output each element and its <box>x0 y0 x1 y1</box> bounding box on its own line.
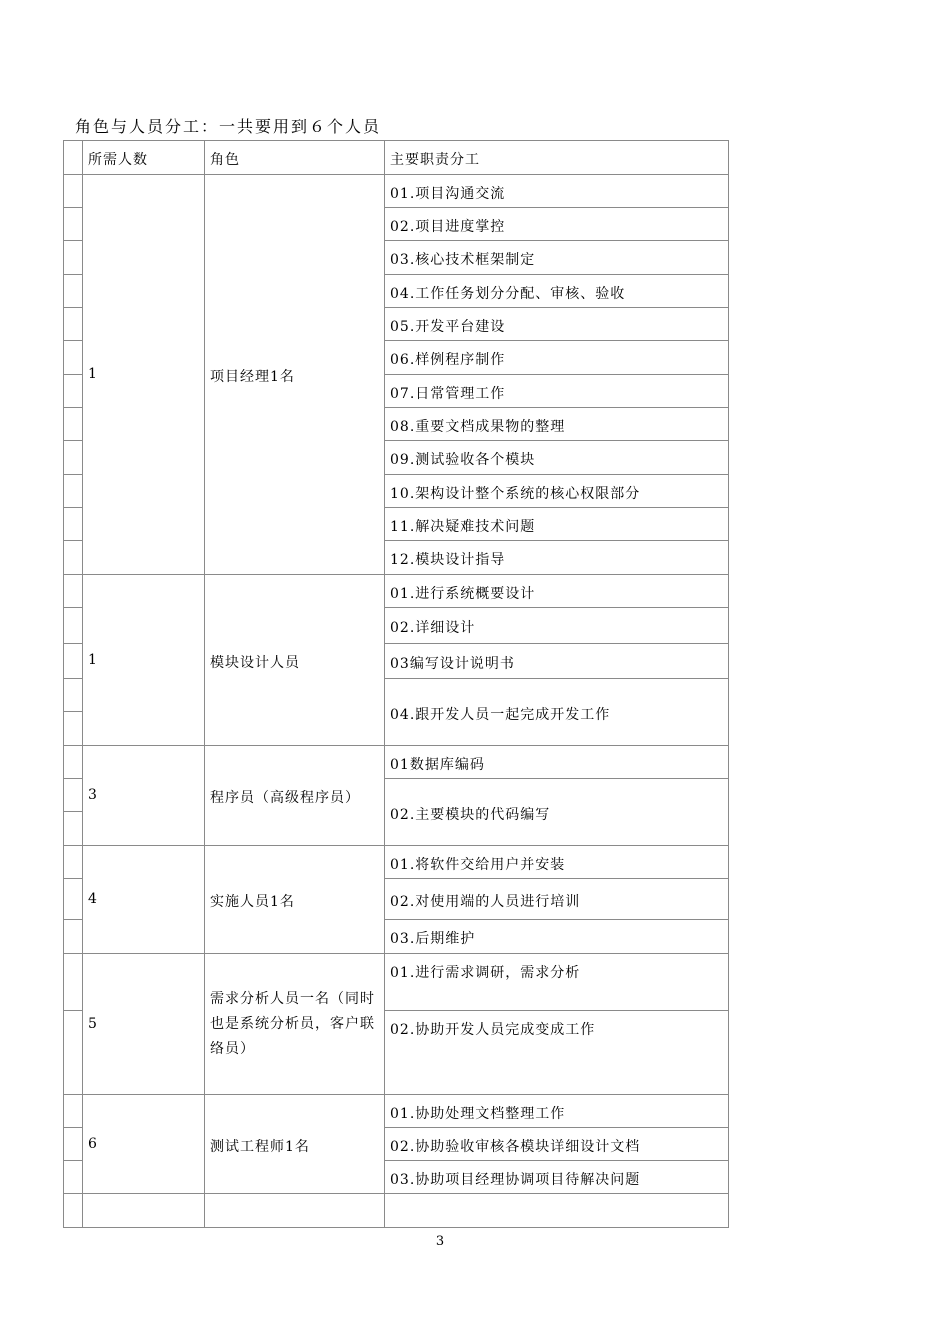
row-strip-cell <box>63 407 83 441</box>
count-cell-text: 1 <box>88 366 98 382</box>
duty-cell <box>384 678 729 746</box>
count-cell <box>82 953 205 1095</box>
duty-cell-text: 07.日常管理工作 <box>390 385 506 402</box>
row-strip-cell <box>63 540 83 575</box>
role-cell <box>204 574 385 746</box>
duty-cell-text: 01.进行系统概要设计 <box>390 585 536 602</box>
count-cell-text: 1 <box>88 651 98 668</box>
count-cell <box>82 1094 205 1194</box>
header-blank-cell <box>63 140 83 175</box>
row-strip-cell <box>63 811 83 846</box>
empty-count-cell <box>82 1193 205 1228</box>
header-count-cell-text: 所需人数 <box>88 152 148 168</box>
row-strip-cell <box>63 1160 83 1194</box>
row-strip-cell <box>63 643 83 679</box>
duty-cell-text: 04.跟开发人员一起完成开发工作 <box>390 706 611 723</box>
duty-cell <box>384 240 729 275</box>
count-cell-text: 4 <box>88 891 98 907</box>
duty-cell-text: 09.测试验收各个模块 <box>390 452 536 468</box>
duty-cell-text: 03编写设计说明书 <box>390 655 515 672</box>
row-strip-cell <box>63 574 83 608</box>
duty-cell <box>384 778 729 846</box>
row-strip-cell <box>63 1010 83 1095</box>
header-role-cell <box>204 140 385 175</box>
duty-cell <box>384 440 729 475</box>
duty-cell-text: 02.详细设计 <box>390 620 476 636</box>
empty-role-cell <box>204 1193 385 1228</box>
role-cell <box>204 845 385 954</box>
duty-cell <box>384 845 729 879</box>
duty-cell <box>384 174 729 208</box>
role-cell-text: 模块设计人员 <box>210 654 300 671</box>
duty-cell <box>384 574 729 608</box>
duty-cell <box>384 745 729 779</box>
count-cell <box>82 845 205 954</box>
duty-cell-text: 02.协助开发人员完成变成工作 <box>390 1022 596 1038</box>
duty-cell <box>384 1127 729 1161</box>
row-strip-cell <box>63 440 83 475</box>
row-strip-cell <box>63 207 83 241</box>
count-cell-text: 5 <box>88 1015 98 1032</box>
duty-cell-text: 01.项目沟通交流 <box>390 185 506 202</box>
duty-cell-text: 05.开发平台建设 <box>390 318 506 335</box>
row-strip-cell <box>63 274 83 308</box>
role-cell-text: 需求分析人员一名（同时也是系统分析员，客户联络员） <box>210 991 375 1057</box>
duty-cell <box>384 474 729 508</box>
count-cell-text: 3 <box>88 787 98 803</box>
duty-cell-text: 02.项目进度掌控 <box>390 218 506 235</box>
row-strip-cell <box>63 878 83 920</box>
duty-cell <box>384 274 729 308</box>
duty-cell <box>384 607 729 644</box>
row-strip-cell <box>63 778 83 812</box>
role-cell <box>204 1094 385 1194</box>
duty-cell-text: 06.样例程序制作 <box>390 352 506 368</box>
role-cell-text: 测试工程师1名 <box>210 1138 310 1155</box>
row-strip-cell <box>63 507 83 541</box>
duty-cell-text: 12.模块设计指导 <box>390 552 506 568</box>
role-cell <box>204 174 385 575</box>
duty-cell-text: 03.核心技术框架制定 <box>390 252 536 268</box>
duty-cell-text: 11.解决疑难技术问题 <box>390 518 536 535</box>
duty-cell <box>384 1010 729 1095</box>
row-strip-cell <box>63 1127 83 1161</box>
row-strip-cell <box>63 745 83 779</box>
duty-cell <box>384 407 729 441</box>
duty-cell <box>384 540 729 575</box>
role-cell <box>204 953 385 1095</box>
duty-cell-text: 08.重要文档成果物的整理 <box>390 418 566 435</box>
duty-cell <box>384 307 729 341</box>
duty-cell <box>384 643 729 679</box>
row-strip-cell <box>63 607 83 644</box>
duty-cell <box>384 374 729 408</box>
duty-cell-text: 01.将软件交给用户并安装 <box>390 856 566 873</box>
role-cell-text: 实施人员1名 <box>210 894 295 910</box>
row-strip-cell <box>63 240 83 275</box>
duty-cell <box>384 1094 729 1128</box>
page-number: 3 <box>435 1234 445 1249</box>
row-strip-cell <box>63 919 83 954</box>
count-cell <box>82 174 205 575</box>
duty-cell <box>384 507 729 541</box>
row-strip-cell <box>63 374 83 408</box>
duty-cell-text: 03.后期维护 <box>390 931 476 947</box>
row-strip-cell <box>63 307 83 341</box>
duty-cell-text: 02.对使用端的人员进行培训 <box>390 893 581 910</box>
role-cell-text: 程序员（高级程序员） <box>210 790 360 806</box>
row-strip-cell <box>63 845 83 879</box>
row-strip-cell <box>63 474 83 508</box>
duty-cell <box>384 1160 729 1194</box>
count-cell-text: 6 <box>88 1135 98 1152</box>
row-strip-cell <box>63 340 83 375</box>
role-cell <box>204 745 385 846</box>
duty-cell-text: 01数据库编码 <box>390 756 485 773</box>
duty-cell-text: 02.协助验收审核各模块详细设计文档 <box>390 1138 641 1155</box>
count-cell <box>82 574 205 746</box>
duty-cell <box>384 340 729 375</box>
row-strip-cell <box>63 678 83 712</box>
duty-cell-text: 03.协助项目经理协调项目待解决问题 <box>390 1171 641 1188</box>
empty-duty-cell <box>384 1193 729 1228</box>
row-strip-cell <box>63 711 83 746</box>
count-cell <box>82 745 205 846</box>
page-heading: 角色与人员分工：一共要用到６个人员 <box>75 117 382 136</box>
duty-cell <box>384 953 729 1011</box>
row-strip-cell <box>63 174 83 208</box>
row-strip-cell <box>63 1193 83 1228</box>
duty-cell <box>384 207 729 241</box>
duty-cell-text: 01.协助处理文档整理工作 <box>390 1105 566 1122</box>
header-duty-cell-text: 主要职责分工 <box>390 152 480 168</box>
header-duty-cell <box>384 140 729 175</box>
header-role-cell-text: 角色 <box>210 152 240 168</box>
duty-cell <box>384 919 729 954</box>
duty-cell-text: 02.主要模块的代码编写 <box>390 806 551 823</box>
role-cell-text: 项目经理1名 <box>210 369 295 385</box>
duty-cell <box>384 878 729 920</box>
duty-cell-text: 10.架构设计整个系统的核心权限部分 <box>390 485 641 502</box>
row-strip-cell <box>63 953 83 1011</box>
duty-cell-text: 04.工作任务划分分配、审核、验收 <box>390 285 626 302</box>
row-strip-cell <box>63 1094 83 1128</box>
header-count-cell <box>82 140 205 175</box>
duty-cell-text: 01.进行需求调研，需求分析 <box>390 965 581 981</box>
